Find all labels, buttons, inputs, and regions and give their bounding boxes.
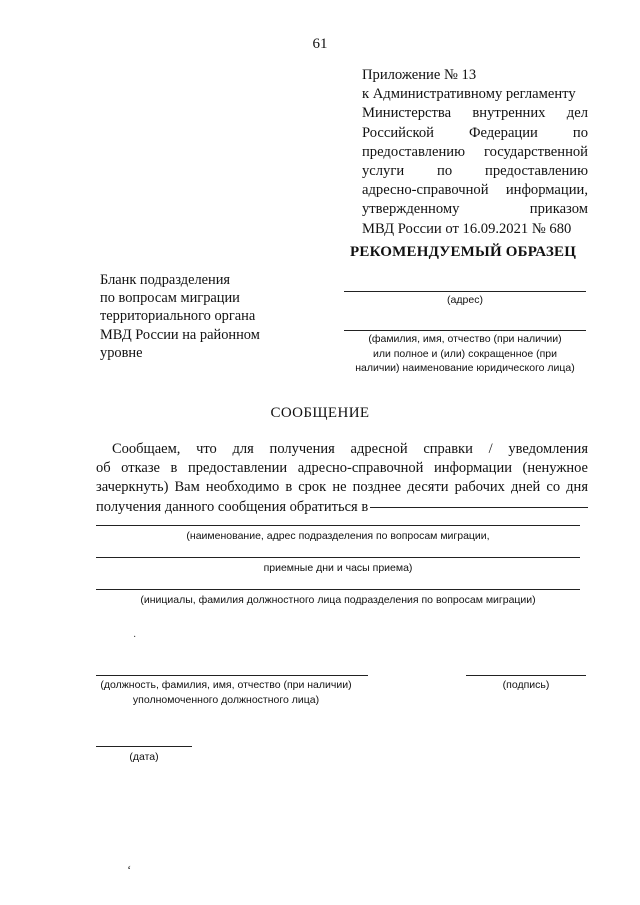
hours-caption: приемные дни и часы приема) — [263, 562, 413, 574]
message-line: зачеркнуть) Вам необходимо в срок не позднее десяти рабочих дней со дня — [96, 479, 588, 496]
address-field-line[interactable] — [344, 291, 586, 292]
sample-title: РЕКОМЕНДУЕМЫЙ ОБРАЗЕЦ — [350, 244, 577, 260]
appendix-line: к Административному регламенту — [362, 86, 576, 103]
date-field-line[interactable] — [96, 746, 192, 747]
position-caption — [90, 678, 362, 707]
appendix-reference — [362, 66, 588, 239]
blank-header — [100, 271, 300, 362]
unit-inline-field[interactable] — [370, 506, 588, 508]
appendix-line: услуги по предоставлению — [362, 163, 588, 180]
message-body — [96, 440, 588, 517]
appendix-line: Российской Федерации по — [362, 124, 588, 141]
message-line: получения данного сообщения обратиться в — [96, 498, 369, 515]
addressee-caption-line: или полное и (или) сокращенное (при — [372, 347, 558, 360]
message-last-line — [96, 498, 588, 517]
blank-header-line: уровне — [100, 344, 143, 361]
scan-speck: · — [133, 632, 137, 643]
position-caption-line: (должность, фамилия, имя, отчество (при наличии) — [100, 679, 352, 691]
blank-header-line: МВД России на районном — [100, 326, 260, 343]
addressee-caption-line: (фамилия, имя, отчество (при наличии) — [368, 333, 562, 345]
appendix-line: предоставлению государственной — [362, 143, 588, 160]
message-title: СООБЩЕНИЕ — [270, 405, 370, 421]
unit-name-field-line[interactable] — [96, 525, 580, 526]
message-line: Сообщаем, что для получения адресной справки / уведомления — [112, 441, 588, 457]
position-field-line[interactable] — [96, 675, 368, 676]
appendix-line: Министерства внутренних дел — [362, 105, 588, 122]
address-caption: (адрес) — [447, 294, 483, 306]
page-number: 61 — [312, 36, 328, 52]
blank-header-line: Бланк подразделения — [100, 272, 231, 288]
position-caption-line: уполномоченного должностного лица) — [132, 693, 320, 706]
appendix-line: утвержденному приказом — [362, 201, 588, 218]
blank-header-line: по вопросам миграции — [100, 290, 240, 307]
appendix-line: МВД России от 16.09.2021 № 680 — [362, 220, 572, 237]
signature-field-line[interactable] — [466, 675, 586, 676]
signature-caption: (подпись) — [502, 679, 550, 691]
official-caption: (инициалы, фамилия должностного лица подразделения по вопросам миграции) — [140, 594, 536, 606]
addressee-field-line[interactable] — [344, 330, 586, 331]
hours-field-line[interactable] — [96, 557, 580, 558]
scan-speck: ʻ — [127, 862, 132, 877]
official-field-line[interactable] — [96, 589, 580, 590]
addressee-caption-line: наличии) наименование юридического лица) — [355, 362, 575, 374]
appendix-line: адресно-справочной информации, — [362, 182, 588, 199]
appendix-line: Приложение № 13 — [362, 67, 477, 83]
message-line: об отказе в предоставлении адресно-справочной информации (ненужное — [96, 460, 588, 477]
unit-caption: (наименование, адрес подразделения по вопросам миграции, — [186, 530, 490, 542]
addressee-caption — [316, 332, 614, 376]
date-caption: (дата) — [129, 751, 159, 763]
blank-header-line: территориального органа — [100, 308, 256, 325]
